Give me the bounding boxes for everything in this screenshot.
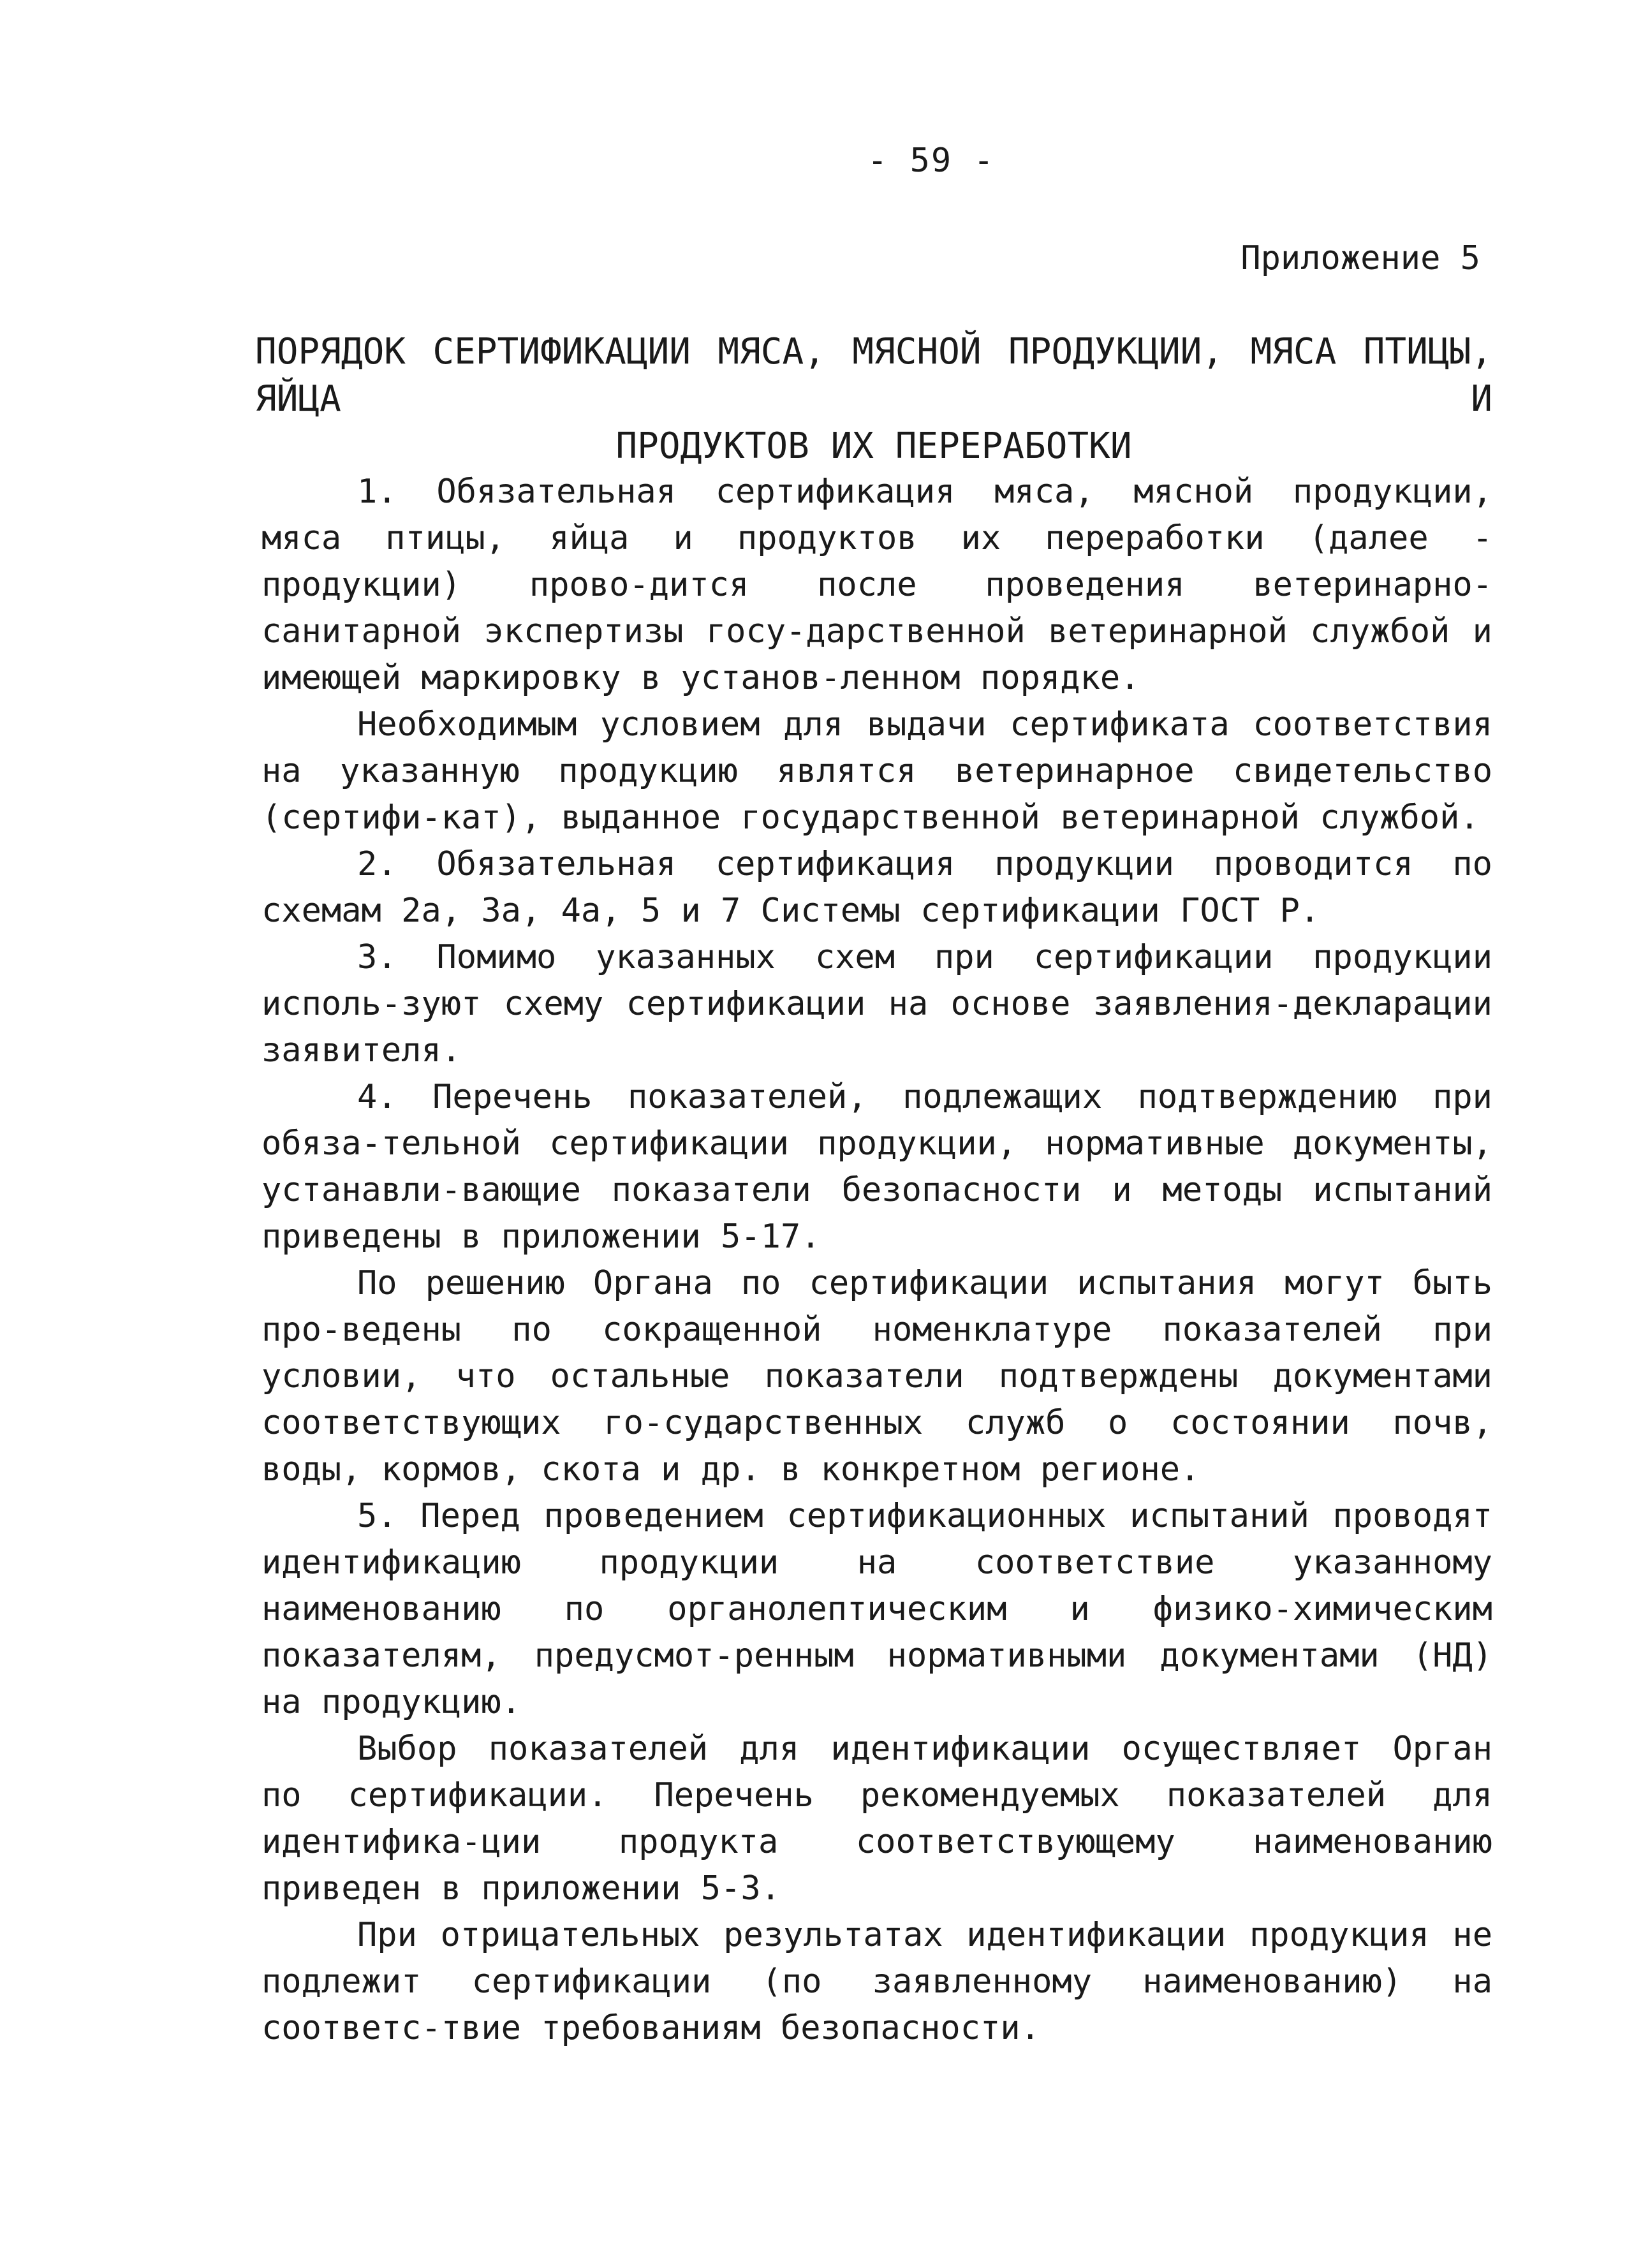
title-line-2: ПРОДУКТОВ ИХ ПЕРЕРАБОТКИ [615,425,1132,467]
document-body [261,469,1492,2052]
document-title [255,328,1492,470]
title-line-1: ПОРЯДОК СЕРТИФИКАЦИИ МЯСА, МЯСНОЙ ПРОДУКЦИИ, МЯСА ПТИЦЫ, ЯЙЦА И [255,331,1492,420]
paragraph-1: 1. Обязательная сертификация мяса, мясной продукции, мяса птицы, яйца и продуктов их переработки (далее - продукции) прово-дится после проведения ветеринарно-санитарной экспертизы госу-дарственной ветеринарной службой и имеющей маркировку в установ-ленном порядке. [261,473,1492,697]
paragraph-2: Необходимым условием для выдачи сертификата соответствия на указанную продукцию являтся ветеринарное свидетельство (сертифи-кат), выданное государственной ветеринарной службой. [261,705,1492,837]
paragraph-4: 3. Помимо указанных схем при сертификации продукции исполь-зуют схему сертификации на основе заявления-декларации заявителя. [261,938,1492,1070]
paragraph-9: При отрицательных результатах идентификации продукция не подлежит сертификации (по заявленному наименованию) на соответс-твие требованиям безопасности. [261,1916,1492,2047]
paragraph-5: 4. Перечень показателей, подлежащих подтверждению при обяза-тельной сертификации продукции, нормативные документы, устанавли-вающие показатели безопасности и методы испытаний приведены в приложении 5-17. [261,1078,1492,1256]
appendix-label: Приложение 5 [1240,239,1480,277]
paragraph-7: 5. Перед проведением сертификационных испытаний проводят идентификацию продукции на соответствие указанному наименованию по органолептическим и физико-химическим показателям, предусмот-ренным нормативными документами (НД) на продукцию. [261,1497,1492,1721]
paragraph-3: 2. Обязательная сертификация продукции проводится по схемам 2а, 3а, 4а, 5 и 7 Системы сертификации ГОСТ Р. [261,845,1492,930]
page-number: - 59 - [867,142,995,180]
paragraph-6: По решению Органа по сертификации испытания могут быть про-ведены по сокращенной номенклатуре показателей при условии, что остальные показатели подтверждены документами соответствующих го-сударственных служб о состоянии почв, воды, кормов, скота и др. в конкретном регионе. [261,1264,1492,1489]
paragraph-8: Выбор показателей для идентификации осуществляет Орган по сертификации. Перечень рекомендуемых показателей для идентифика-ции продукта соответствующему наименованию приведен в приложении 5-3. [261,1730,1492,1908]
